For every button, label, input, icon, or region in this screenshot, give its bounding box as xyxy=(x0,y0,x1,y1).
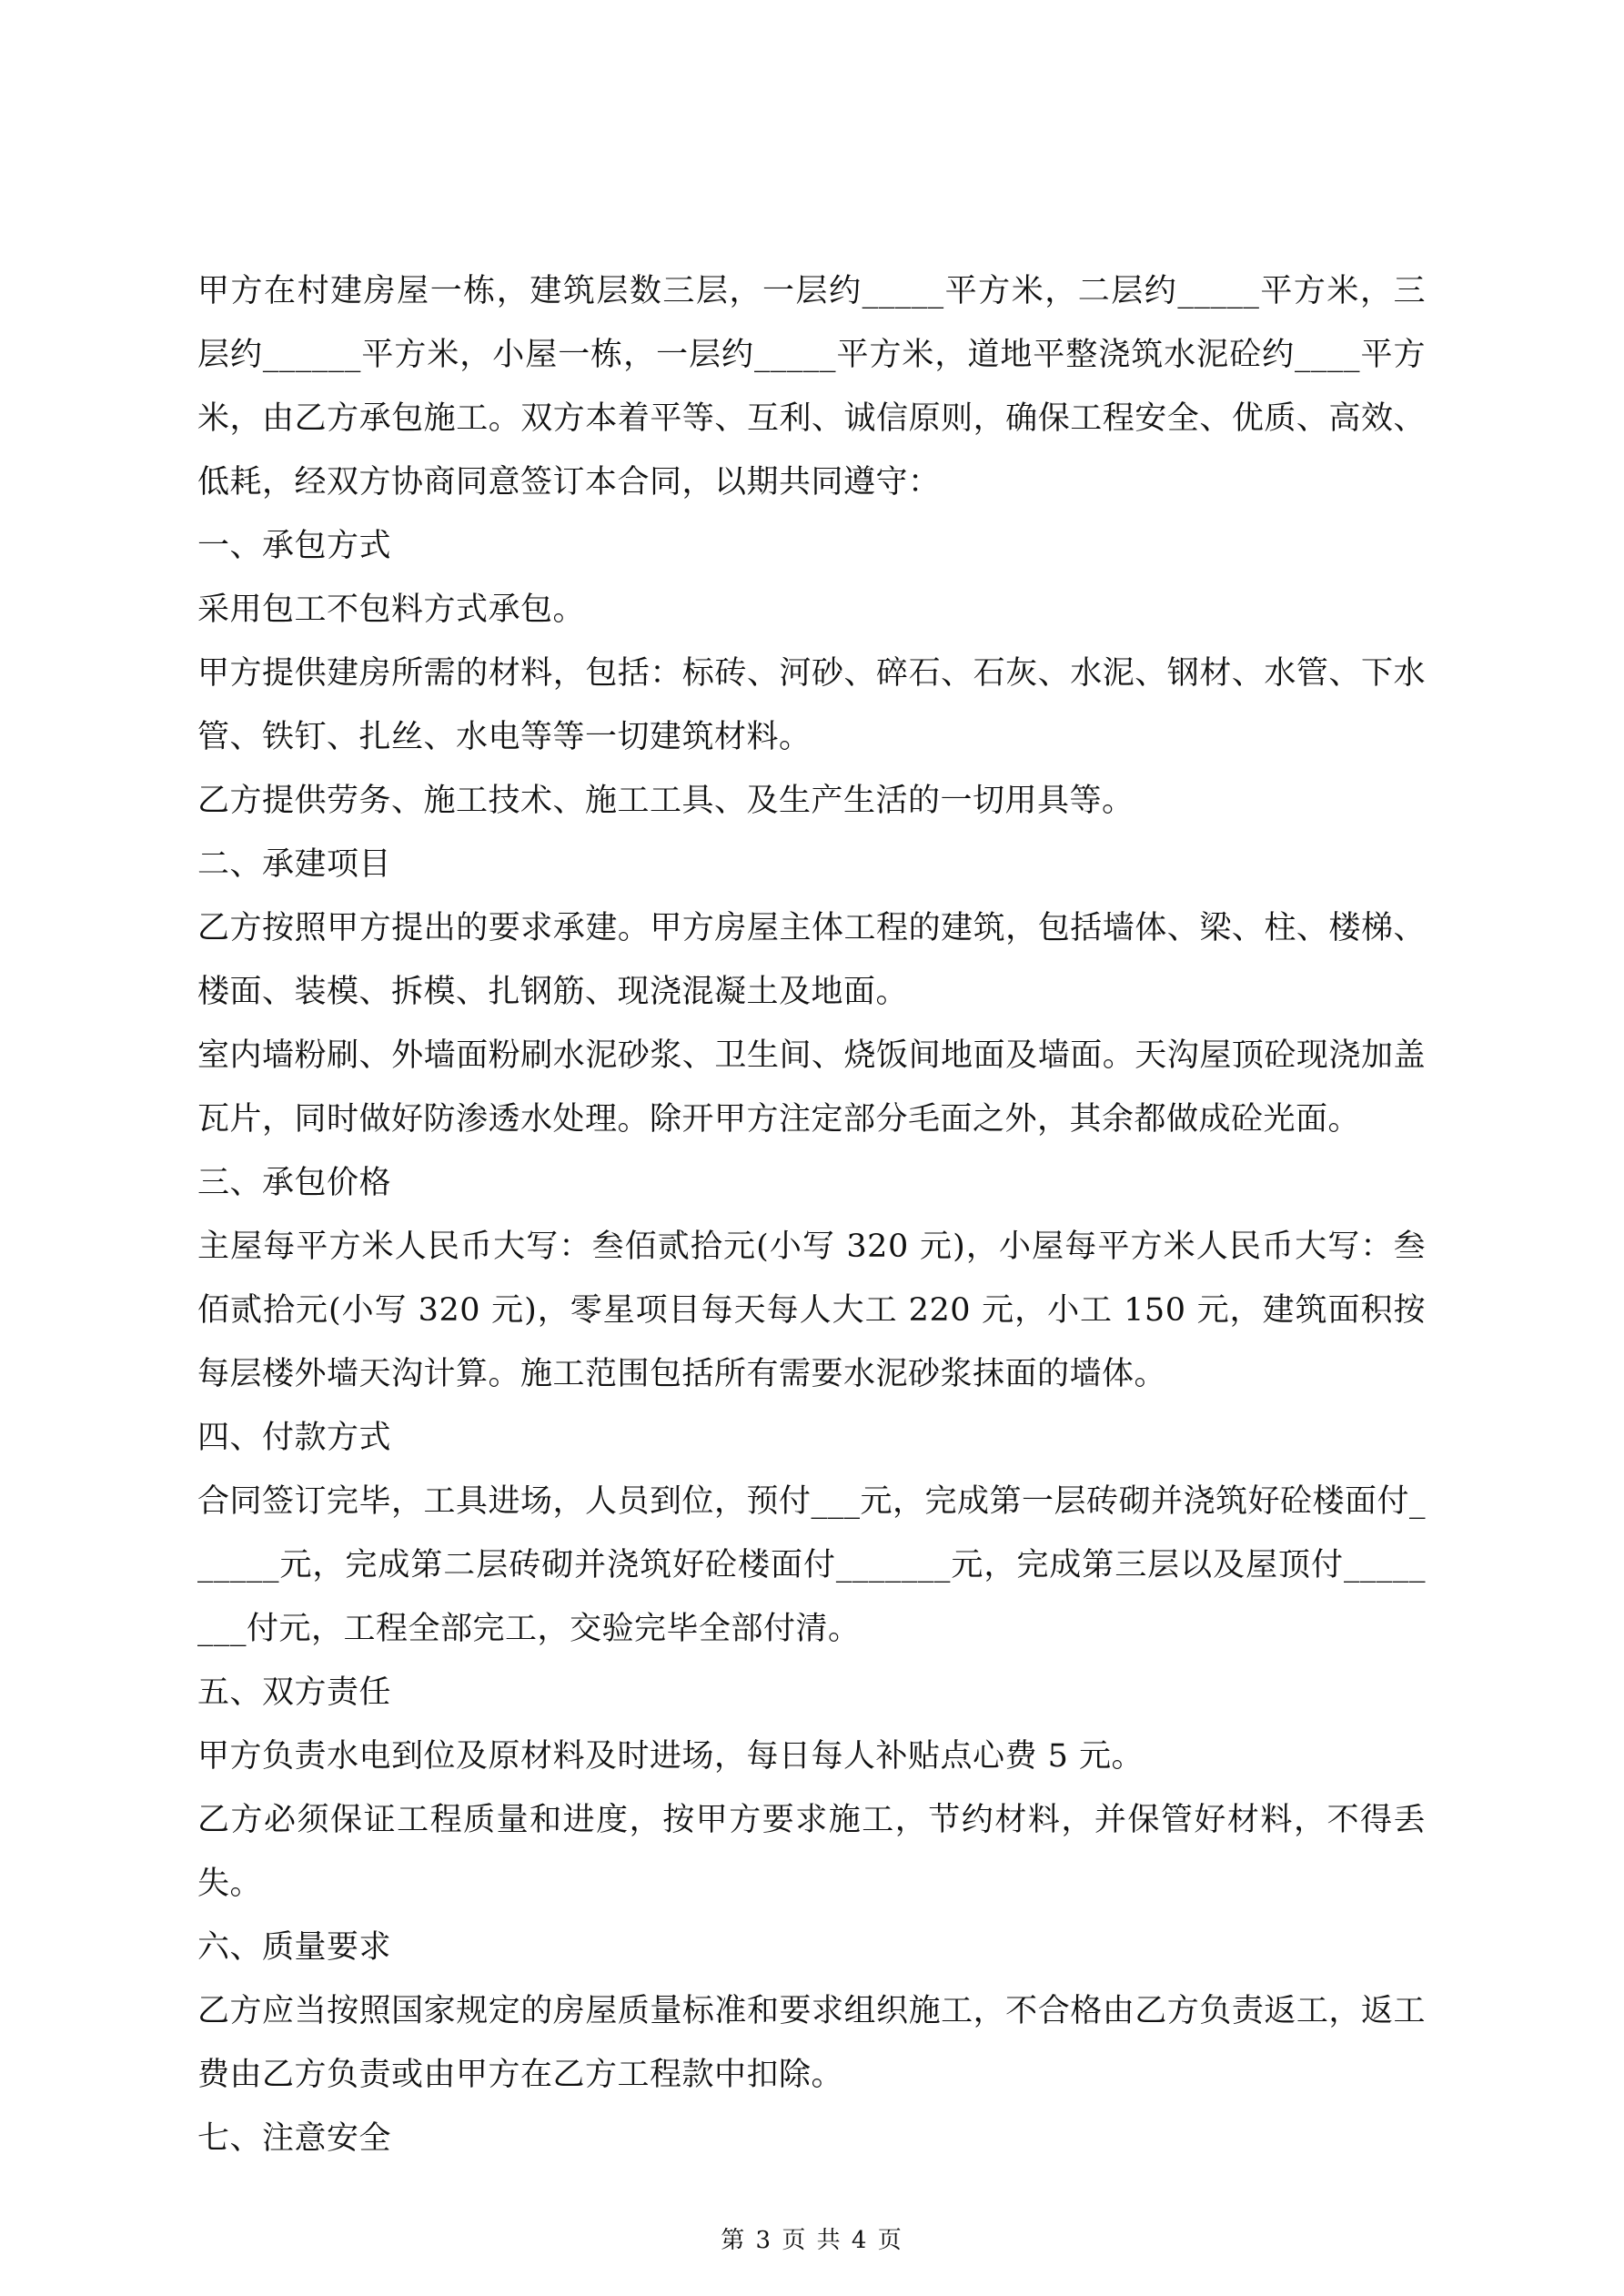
section-heading-safety: 七、注意安全 xyxy=(197,2120,392,2157)
paragraph-party-b-responsibility: 乙方必须保证工程质量和进度，按甲方要求施工，节约材料，并保管好材料，不得丢失。 xyxy=(197,1802,1426,1902)
section-heading-quality: 六、质量要求 xyxy=(197,1929,392,1966)
page-number-footer: 第 3 页 共 4 页 xyxy=(721,2227,903,2254)
paragraph-contract-mode: 采用包工不包料方式承包。 xyxy=(197,592,586,628)
paragraph-quality-requirements: 乙方应当按照国家规定的房屋质量标准和要求组织施工，不合格由乙方负责返工，返工费由乙方负责或由甲方在乙方工程款中扣除。 xyxy=(197,1993,1426,2093)
paragraph-party-a-responsibility: 甲方负责水电到位及原材料及时进场，每日每人补贴点心费 5 元。 xyxy=(197,1738,1145,1775)
paragraph-main-structure: 乙方按照甲方提出的要求承建。甲方房屋主体工程的建筑，包括墙体、梁、柱、楼梯、楼面、装模、拆模、扎钢筋、现浇混凝土及地面。 xyxy=(197,910,1426,1010)
paragraph-price-details: 主屋每平方米人民币大写：叁佰贰拾元(小写 320 元)，小屋每平方米人民币大写：叁佰贰拾元(小写 320 元)，零星项目每天每人大工 220 元，小工 150 元，建筑面积按每层楼外墙天沟计算。施工范围包括所有需要水泥砂浆抹面的墙体。 xyxy=(197,1229,1426,1392)
intro-paragraph: 甲方在村建房屋一栋，建筑层数三层，一层约_____平方米，二层约_____平方米，三层约______平方米，小屋一栋，一层约_____平方米，道地平整浇筑水泥砼约____平方米，由乙方承包施工。双方本着平等、互利、诚信原则，确保工程安全、优质、高效、低耗，经双方协商同意签订本合同，以期共同遵守： xyxy=(197,273,1426,501)
section-heading-responsibilities: 五、双方责任 xyxy=(197,1674,392,1711)
paragraph-payment-schedule: 合同签订完毕，工具进场，人员到位，预付___元，完成第一层砖砌并浇筑好砼楼面付______元，完成第二层砖砌并浇筑好砼楼面付_______元，完成第三层以及屋顶付________付元，工程全部完工，交验完毕全部付清。 xyxy=(197,1483,1427,1647)
document-body xyxy=(197,259,1426,2170)
paragraph-party-a-materials: 甲方提供建房所需的材料，包括：标砖、河砂、碎石、石灰、水泥、钢材、水管、下水管、铁钉、扎丝、水电等等一切建筑材料。 xyxy=(197,655,1426,755)
section-heading-contract-method: 一、承包方式 xyxy=(197,528,392,564)
paragraph-party-b-labor: 乙方提供劳务、施工技术、施工工具、及生产生活的一切用具等。 xyxy=(197,783,1135,819)
section-heading-payment: 四、付款方式 xyxy=(197,1420,392,1456)
section-heading-price: 三、承包价格 xyxy=(197,1165,392,1201)
paragraph-plastering: 室内墙粉刷、外墙面粉刷水泥砂浆、卫生间、烧饭间地面及墙面。天沟屋顶砼现浇加盖瓦片，同时做好防渗透水处理。除开甲方注定部分毛面之外，其余都做成砼光面。 xyxy=(197,1037,1426,1138)
section-heading-construction-items: 二、承建项目 xyxy=(197,846,392,883)
